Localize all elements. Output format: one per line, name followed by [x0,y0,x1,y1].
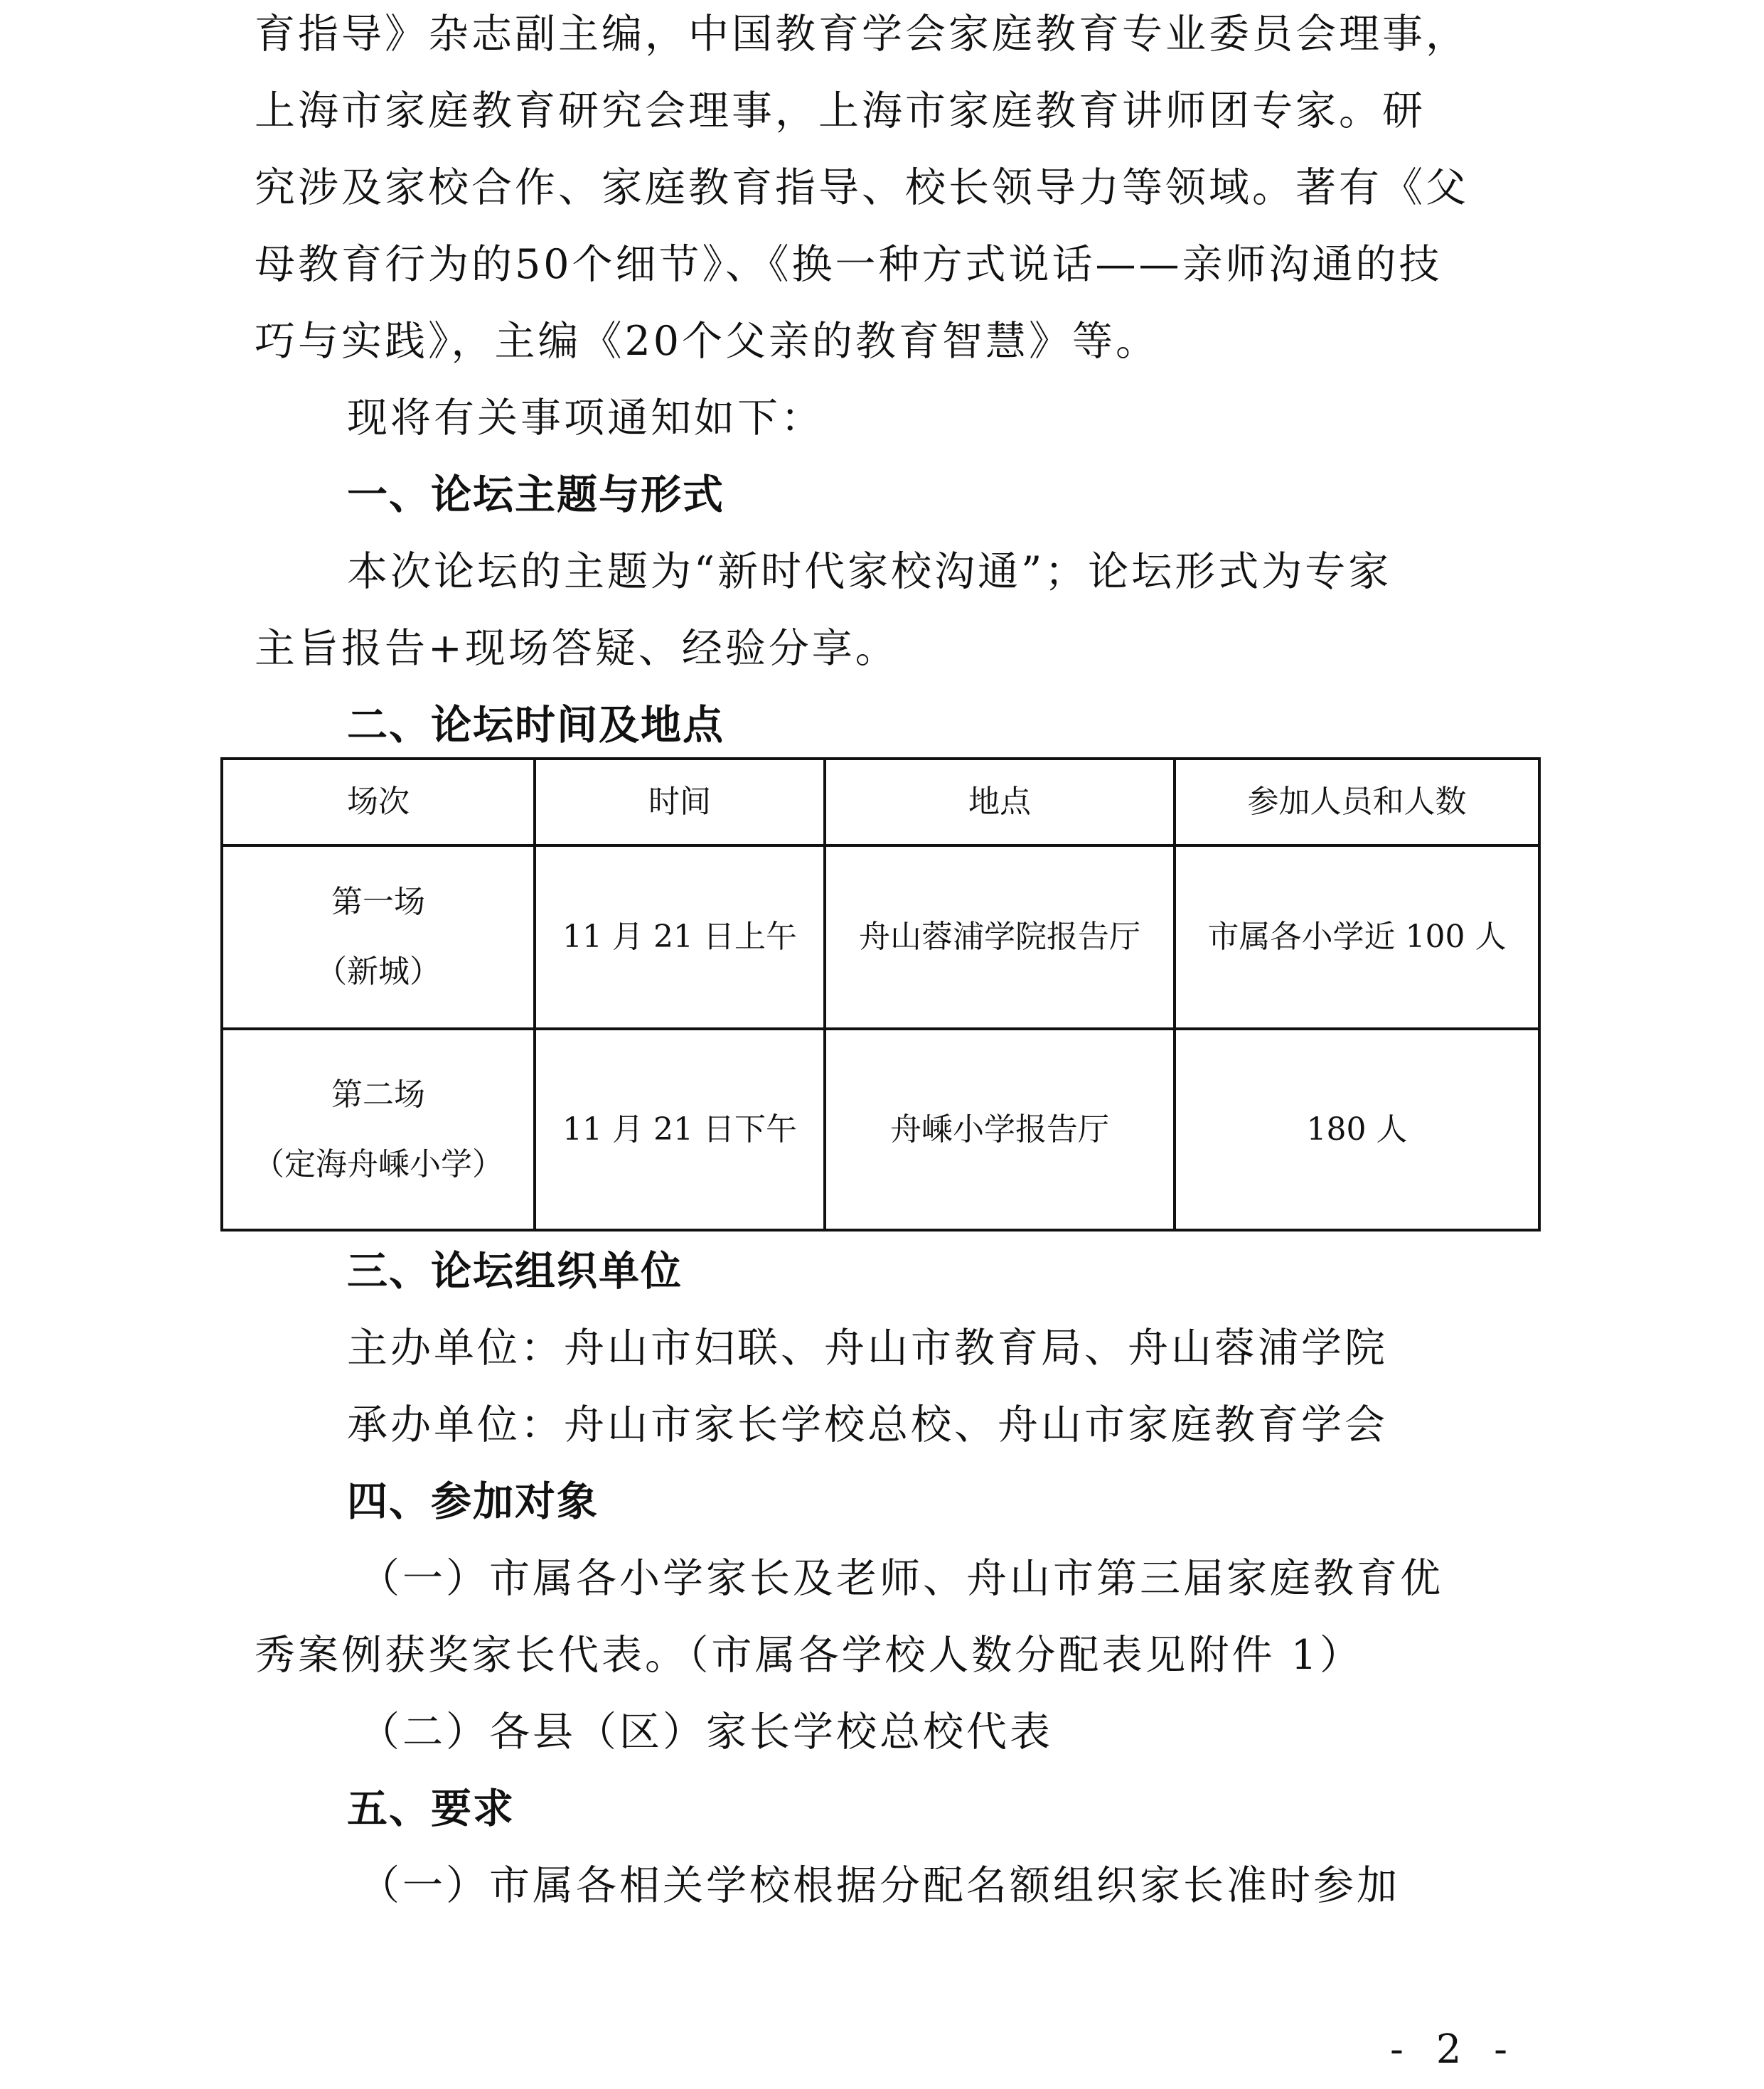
attendees-cell: 180 人 [1175,1029,1539,1230]
session-name: 第二场 [331,1076,425,1113]
schedule-table [220,757,1541,1232]
body-line: 主旨报告+现场答疑、经验分享。 [255,625,899,672]
table-header-cell: 时间 [535,759,825,845]
session-note: （定海舟嵊小学） [253,1145,503,1182]
section-heading: 三、论坛组织单位 [347,1248,683,1295]
table-header-cell: 场次 [222,759,535,845]
page-number: - 2 - [1390,2026,1518,2073]
session-cell [222,845,535,1029]
body-line: 秀案例获奖家长代表。（市属各学校人数分配表见附件 1） [255,1632,1363,1679]
table-header-row [222,759,1539,845]
body-line: 育指导》杂志副主编，中国教育学会家庭教育专业委员会理事， [255,11,1469,58]
table-row [222,1029,1539,1230]
body-line: （一）市属各小学家长及老师、舟山市第三届家庭教育优 [359,1555,1443,1602]
place-cell: 舟嵊小学报告厅 [825,1029,1175,1230]
place-cell: 舟山蓉浦学院报告厅 [825,845,1175,1029]
body-line: 主办单位：舟山市妇联、舟山市教育局、舟山蓉浦学院 [347,1325,1388,1372]
section-heading: 五、要求 [347,1785,515,1832]
table-row [222,845,1539,1029]
body-line: 现将有关事项通知如下： [347,395,824,442]
time-cell: 11 月 21 日下午 [535,1029,825,1230]
attendees-cell: 市属各小学近 100 人 [1175,845,1539,1029]
body-line: 承办单位：舟山市家长学校总校、舟山市家庭教育学会 [347,1401,1388,1448]
body-line: （一）市属各相关学校根据分配名额组织家长准时参加 [359,1862,1400,1909]
body-line: （二）各县（区）家长学校总校代表 [359,1709,1053,1756]
body-line: 母教育行为的50个细节》、《换一种方式说话——亲师沟通的技 [255,241,1443,288]
section-heading: 四、参加对象 [347,1478,599,1525]
table-header-cell: 地点 [825,759,1175,845]
body-line: 巧与实践》，主编《20个父亲的教育智慧》等。 [255,318,1160,365]
table-header-cell: 参加人员和人数 [1175,759,1539,845]
body-line: 究涉及家校合作、家庭教育指导、校长领导力等领域。著有《父 [255,164,1469,211]
time-cell: 11 月 21 日上午 [535,845,825,1029]
body-line: 本次论坛的主题为“新时代家校沟通”；论坛形式为专家 [347,548,1392,595]
section-heading: 二、论坛时间及地点 [347,702,725,749]
section-heading: 一、论坛主题与形式 [347,471,725,518]
session-note: （新城） [316,953,441,990]
session-cell [222,1029,535,1230]
session-name: 第一场 [331,884,425,920]
body-line: 上海市家庭教育研究会理事，上海市家庭教育讲师团专家。研 [255,87,1426,134]
